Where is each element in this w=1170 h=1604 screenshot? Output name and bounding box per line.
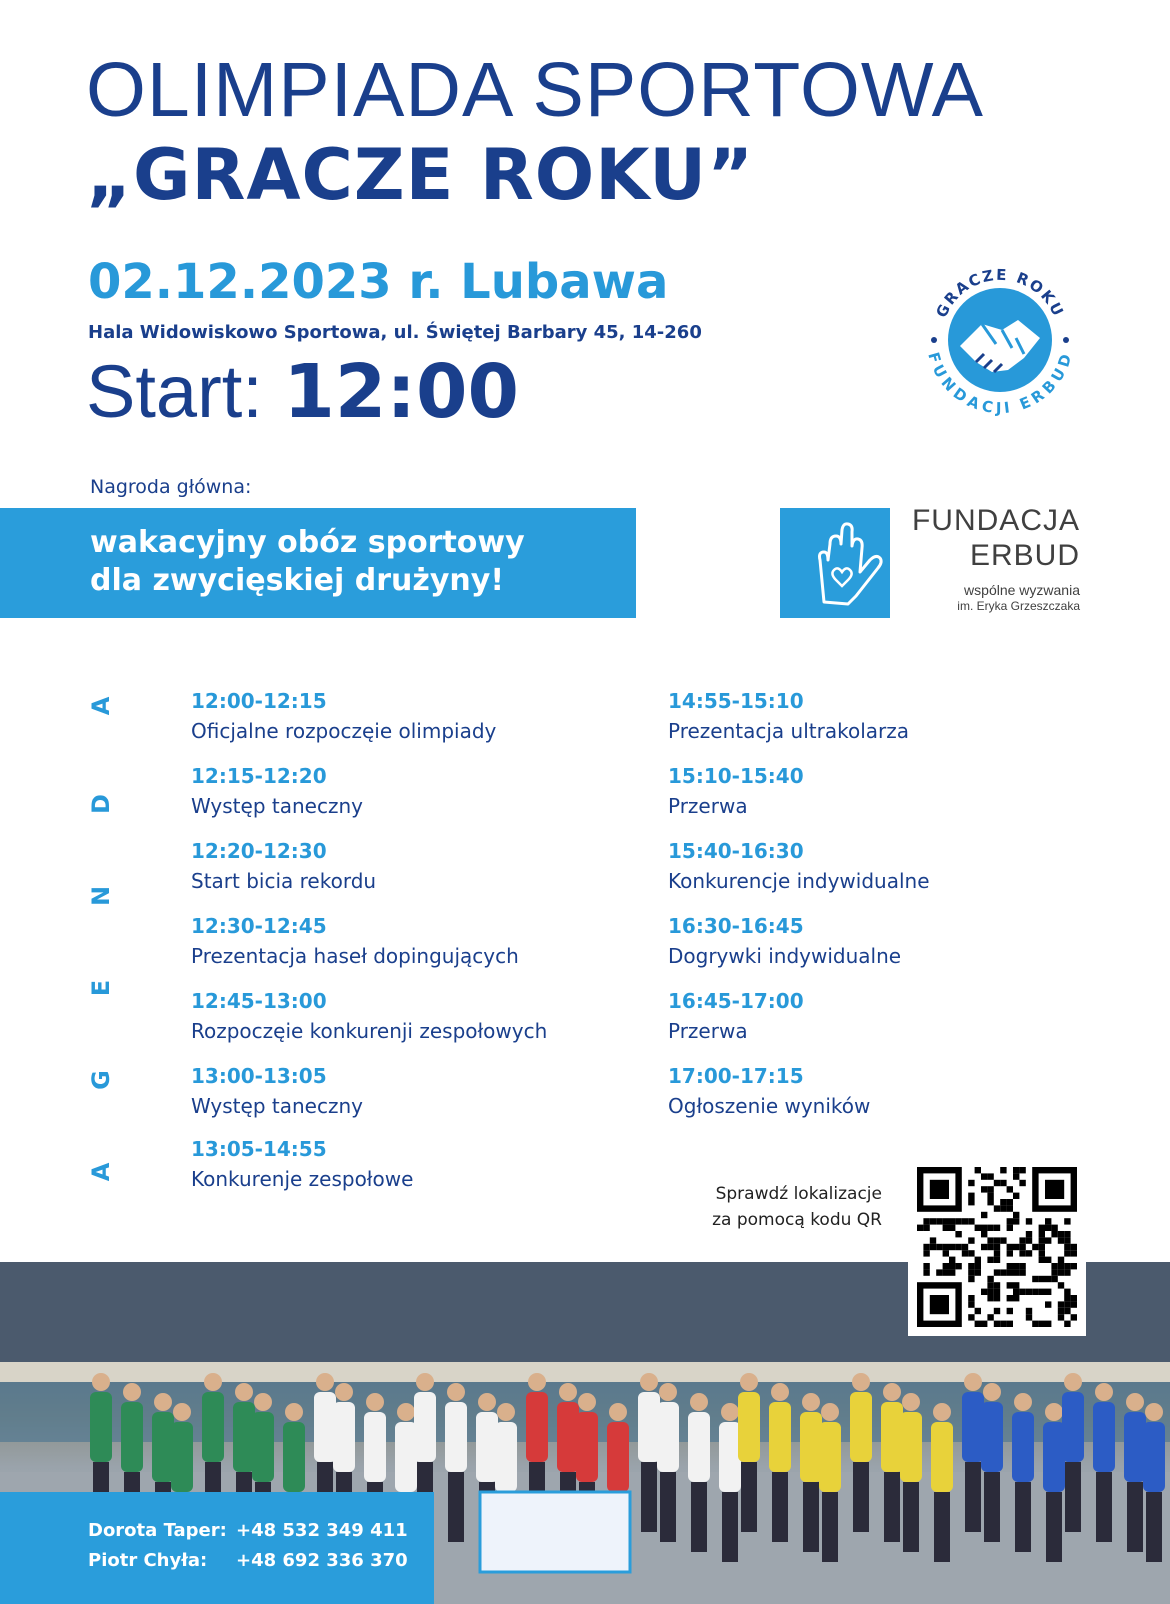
agenda-time: 13:00-13:05 [191, 1064, 327, 1088]
contact-name: Piotr Chyła: [88, 1550, 208, 1571]
agenda-time: 12:20-12:30 [191, 839, 327, 863]
agenda-label: Występ taneczny [191, 794, 363, 818]
prize-line-2: dla zwycięskiej drużyny! [90, 563, 504, 598]
hand-heart-icon [780, 508, 890, 618]
start-label: Start: [86, 350, 263, 433]
agenda-letter: N [87, 885, 115, 907]
qr-caption-line1: Sprawdź lokalizacje [715, 1184, 882, 1204]
agenda-letter: A [87, 1162, 115, 1182]
agenda-item [191, 990, 547, 1042]
agenda-item [191, 915, 519, 967]
agenda-letter: A [87, 696, 115, 716]
qr-code-icon [908, 1158, 1086, 1336]
agenda-label: Konkurenje zespołowe [191, 1167, 414, 1191]
agenda-item [191, 1138, 413, 1190]
start-time: 12:00 [283, 349, 519, 435]
agenda-item [191, 690, 496, 742]
erbud-name-line1: FUNDACJA [911, 504, 1080, 537]
agenda-label: Dogrywki indywidualne [668, 944, 902, 968]
agenda-label: Przerwa [668, 794, 748, 818]
agenda-letter: G [87, 1070, 115, 1090]
contact-row [88, 1520, 408, 1541]
agenda-label: Prezentacja ultrakolarza [668, 719, 909, 743]
contact-row [88, 1550, 408, 1571]
agenda-time: 16:30-16:45 [668, 914, 804, 938]
prize-band [0, 508, 636, 618]
contact-band [0, 1492, 434, 1604]
agenda-letter: D [87, 794, 115, 814]
agenda-item [668, 915, 901, 967]
event-title: OLIMPIADA SPORTOWA [86, 47, 985, 133]
erbud-sub-line1: wspólne wyzwania [964, 582, 1080, 598]
qr-caption-line2: za pomocą kodu QR [712, 1209, 882, 1230]
agenda-label: Ogłoszenie wyników [668, 1094, 871, 1118]
agenda-time: 12:00-12:15 [191, 689, 327, 713]
agenda-time: 15:10-15:40 [668, 764, 804, 788]
agenda-label: Konkurencje indywidualne [668, 869, 930, 893]
handshake-icon [948, 288, 1052, 392]
qr-code[interactable] [908, 1158, 1086, 1336]
agenda-label: Rozpoczęie konkurenji zespołowych [191, 1019, 548, 1043]
qr-caption [660, 1182, 882, 1233]
gracze-roku-logo [920, 258, 1080, 418]
erbud-name [904, 504, 1080, 573]
agenda-item [668, 690, 909, 742]
agenda-time: 13:05-14:55 [191, 1137, 327, 1161]
prize-label: Nagroda główna: [90, 476, 252, 498]
agenda-label: Przerwa [668, 1019, 748, 1043]
contact-phone[interactable]: +48 692 336 370 [236, 1550, 408, 1571]
agenda-time: 12:30-12:45 [191, 914, 327, 938]
agenda-letter: E [87, 979, 115, 997]
erbud-tagline [904, 582, 1080, 613]
contact-name: Dorota Taper: [88, 1520, 227, 1541]
agenda-time: 15:40-16:30 [668, 839, 804, 863]
start-time-line [86, 349, 519, 435]
agenda-label: Występ taneczny [191, 1094, 363, 1118]
agenda-time: 12:45-13:00 [191, 989, 327, 1013]
agenda-item [191, 765, 363, 817]
agenda-label: Start bicia rekordu [191, 869, 377, 893]
logo-bottom-text: FUNDACJI ERBUD [924, 350, 1076, 418]
erbud-sub-line2: im. Eryka Grzeszczaka [957, 598, 1080, 613]
prize-line-1: wakacyjny obóz sportowy [90, 525, 525, 560]
fundacja-erbud-logo [780, 508, 890, 618]
agenda-item [191, 840, 376, 892]
event-date-place: 02.12.2023 r. Lubawa [88, 254, 669, 310]
agenda-item [668, 990, 804, 1042]
agenda-item [668, 1065, 870, 1117]
agenda-label: Prezentacja haseł dopingujących [191, 944, 519, 968]
agenda-time: 17:00-17:15 [668, 1064, 804, 1088]
agenda-time: 16:45-17:00 [668, 989, 804, 1013]
agenda-time: 14:55-15:10 [668, 689, 804, 713]
event-subtitle: „GRACZE ROKU” [86, 134, 755, 216]
contact-phone[interactable]: +48 532 349 411 [236, 1520, 408, 1541]
agenda-time: 12:15-12:20 [191, 764, 327, 788]
agenda-item [668, 765, 804, 817]
agenda-item [668, 840, 930, 892]
event-address: Hala Widowiskowo Sportowa, ul. Świętej Barbary 45, 14-260 [88, 322, 702, 343]
agenda-item [191, 1065, 363, 1117]
logo-top-text: GRACZE ROKU [932, 265, 1068, 321]
agenda-label: Oficjalne rozpoczęie olimpiady [191, 719, 497, 743]
erbud-name-line2: ERBUD [969, 538, 1080, 572]
